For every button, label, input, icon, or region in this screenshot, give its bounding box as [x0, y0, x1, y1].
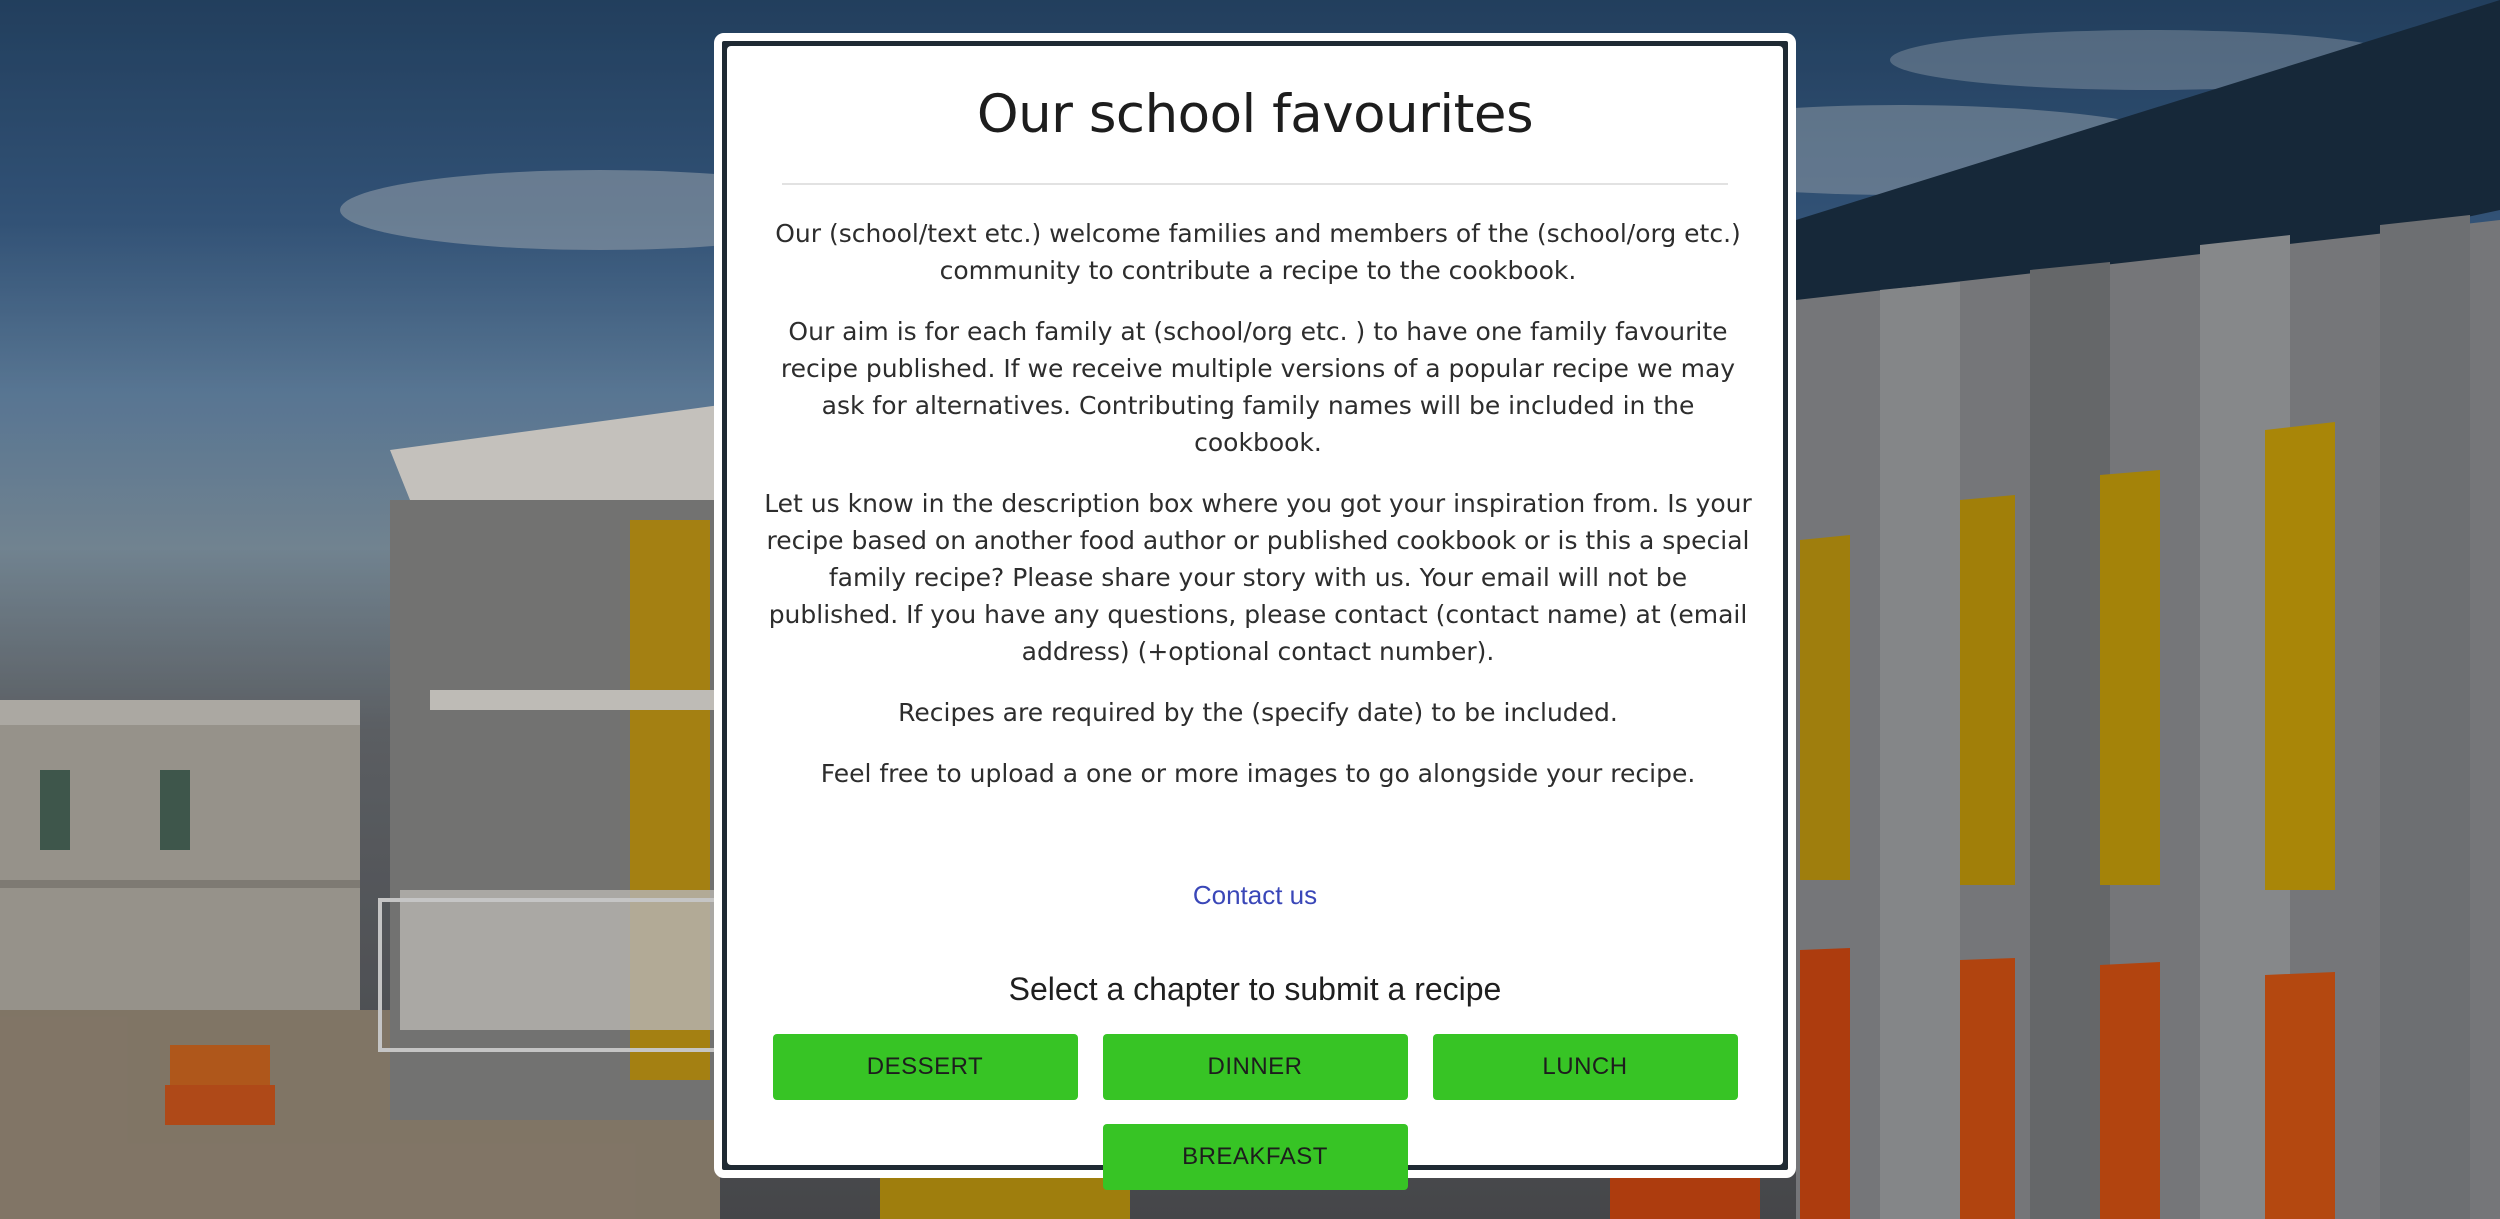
chapter-button-group	[770, 1034, 1740, 1190]
inspiration-paragraph: Let us know in the description box where you got your inspiration from. Is your recipe based on another food author or published cookbook or is this a special family recipe? Please share your story with us. Your email will not be published. If you have any questions, please contact (contact name) at (email address) (+optional contact number).	[764, 489, 1752, 666]
modal-frame	[714, 33, 1796, 1178]
breakfast-button[interactable]: BREAKFAST	[1103, 1124, 1408, 1190]
dinner-button[interactable]: DINNER	[1103, 1034, 1408, 1100]
contact-us-link[interactable]: Contact us	[1192, 880, 1318, 910]
chapter-heading: Select a chapter to submit a recipe	[1008, 971, 1502, 1007]
page-title: Our school favourites	[976, 84, 1534, 145]
deadline-paragraph: Recipes are required by the (specify date) to be included.	[898, 698, 1618, 727]
aim-paragraph: Our aim is for each family at (school/org etc. ) to have one family favourite recipe published. If we receive multiple versions of a popular recipe we may ask for alternatives. Contributing family names will be included in the cookbook.	[780, 317, 1736, 457]
title-divider	[782, 183, 1728, 185]
dessert-button[interactable]: DESSERT	[773, 1034, 1078, 1100]
intro-paragraph: Our (school/text etc.) welcome families and members of the (school/org etc.) community to contribute a recipe to the cookbook.	[775, 219, 1741, 285]
info-modal	[727, 46, 1783, 1170]
lunch-button[interactable]: LUNCH	[1433, 1034, 1738, 1100]
upload-paragraph: Feel free to upload a one or more images to go alongside your recipe.	[820, 759, 1696, 788]
